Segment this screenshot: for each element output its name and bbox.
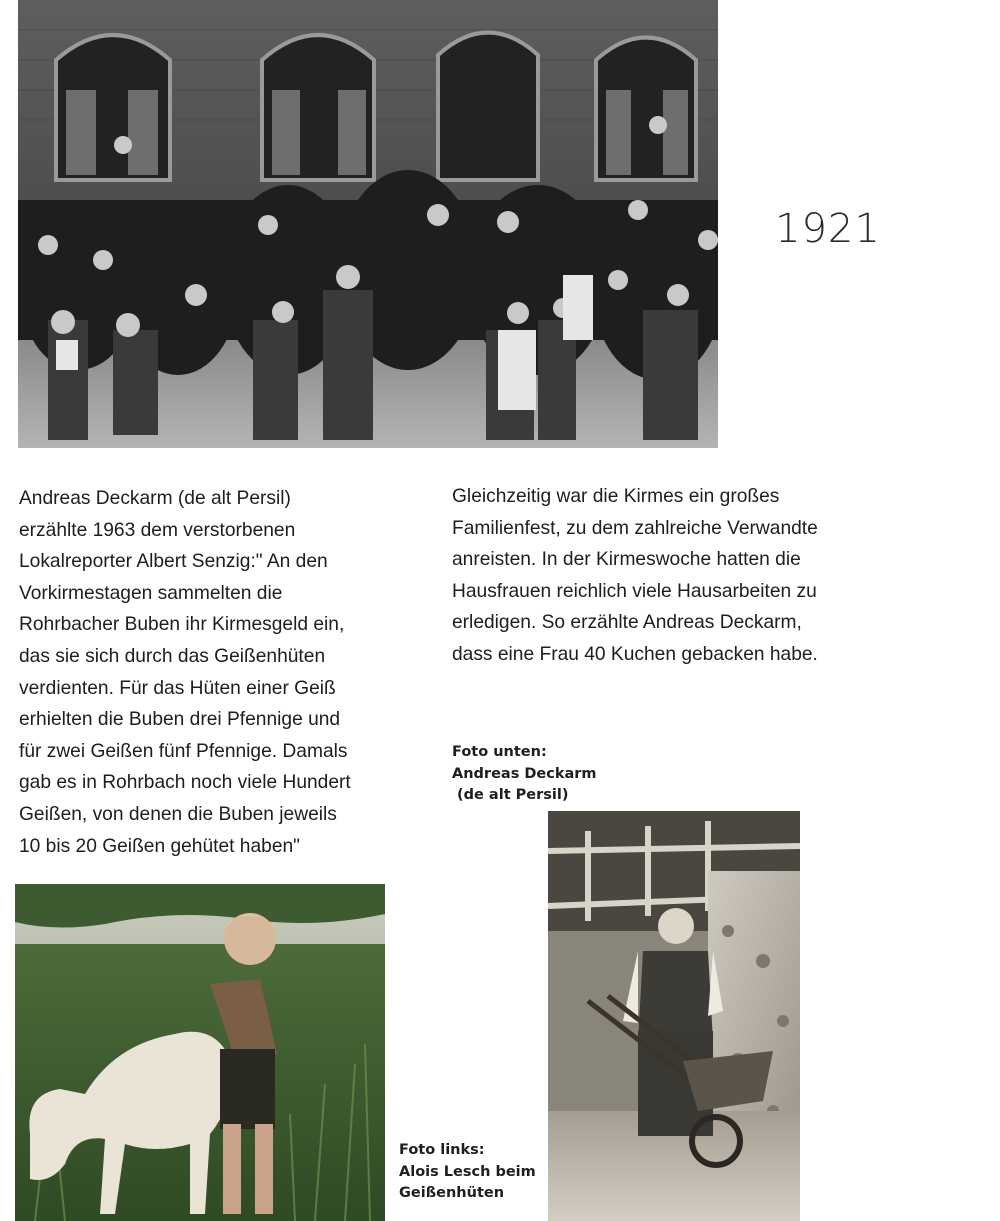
- text-line: Rohrbacher Buben ihr Kirmesgeld ein,: [19, 614, 345, 636]
- caption-line: Andreas Deckarm: [452, 765, 597, 782]
- caption-line: Foto links:: [399, 1142, 485, 1158]
- text-line: Vorkirmestagen sammelten die: [19, 582, 283, 604]
- article-right-column: [452, 481, 818, 671]
- text-line: erzählte 1963 dem verstorbenen: [19, 519, 296, 541]
- text-line: Hausfrauen reichlich viele Hausarbeiten zu: [452, 580, 817, 602]
- caption-photo-left: [399, 1140, 536, 1205]
- text-line: gab es in Rohrbach noch viele Hundert: [19, 772, 351, 794]
- year-heading: 1921: [775, 206, 881, 252]
- text-line: anreisten. In der Kirmeswoche hatten die: [452, 549, 801, 571]
- text-line: Lokalreporter Albert Senzig:" An den: [19, 551, 328, 573]
- goat-boy-photo: [15, 884, 385, 1221]
- text-line: verdienten. Für das Hüten einer Geiß: [19, 677, 336, 699]
- text-line: erledigen. So erzählte Andreas Deckarm,: [452, 612, 802, 634]
- caption-photo-below: [452, 742, 597, 807]
- article-left-column: [19, 483, 351, 862]
- caption-line: Alois Lesch beim: [399, 1163, 536, 1180]
- text-line: für zwei Geißen fünf Pfennige. Damals: [19, 740, 348, 762]
- text-line: erhielten die Buben drei Pfennige und: [19, 709, 341, 731]
- crowd-photo: [18, 0, 718, 448]
- text-line: Andreas Deckarm (de alt Persil): [19, 488, 291, 509]
- text-line: dass eine Frau 40 Kuchen gebacken habe.: [452, 643, 818, 665]
- text-line: 10 bis 20 Geißen gehütet haben": [19, 835, 300, 857]
- caption-line: Geißenhüten: [399, 1185, 505, 1201]
- text-line: Familienfest, zu dem zahlreiche Verwandte: [452, 517, 818, 539]
- text-line: das sie sich durch das Geißenhüten: [19, 645, 326, 667]
- caption-line: (de alt Persil): [452, 787, 569, 803]
- text-line: Geißen, von denen die Buben jeweils: [19, 803, 337, 825]
- deckarm-wheelbarrow-photo: [548, 811, 800, 1221]
- caption-line: Foto unten:: [452, 744, 547, 760]
- text-line: Gleichzeitig war die Kirmes ein großes: [452, 486, 780, 507]
